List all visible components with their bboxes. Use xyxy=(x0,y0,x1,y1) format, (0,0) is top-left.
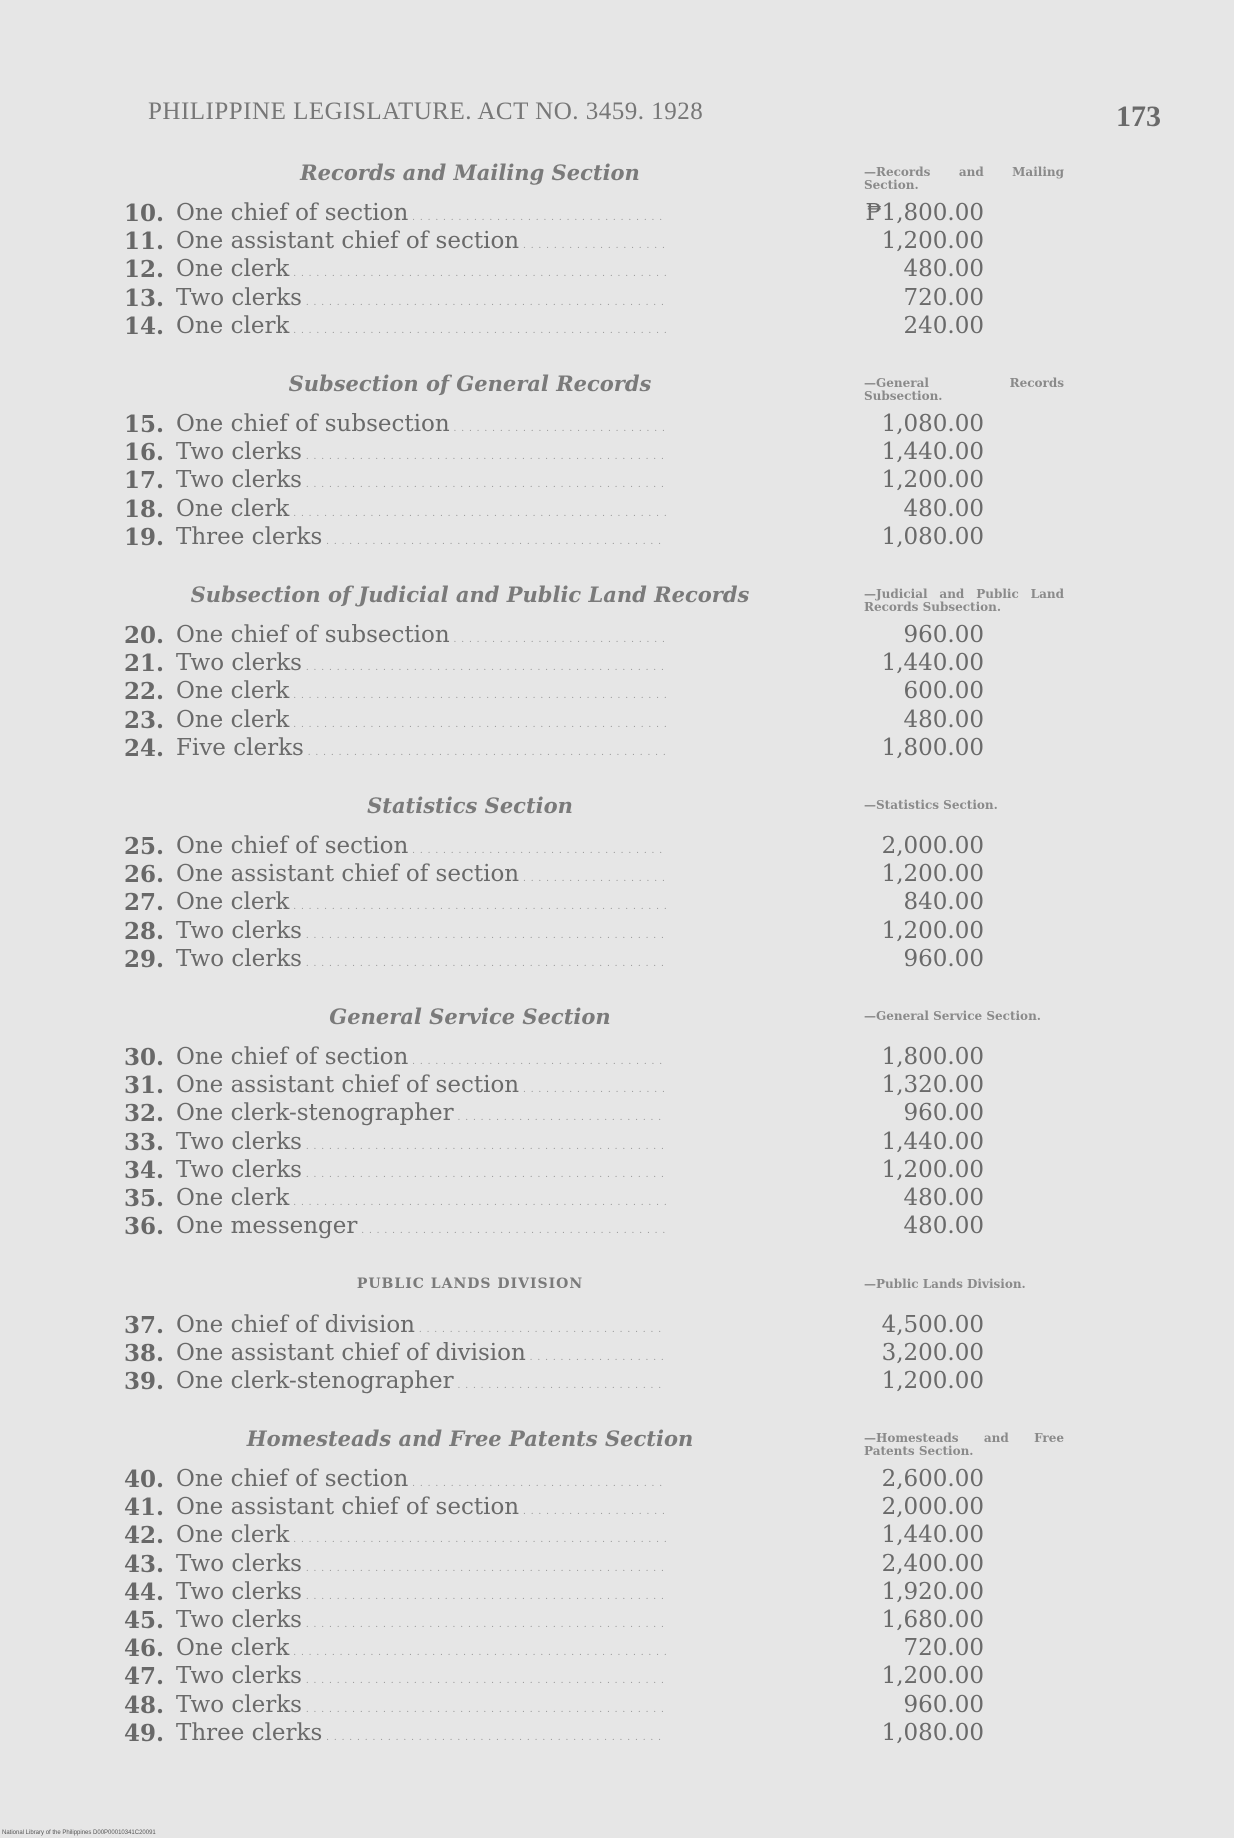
item-amount: 1,200.00 xyxy=(881,1156,984,1183)
item-number: 49. xyxy=(124,1719,165,1747)
item-amount: 600.00 xyxy=(903,678,984,705)
item-amount: 480.00 xyxy=(903,256,984,283)
margin-note: —Statistics Section. xyxy=(864,798,998,812)
item-description-leader xyxy=(176,467,666,493)
salary-rows xyxy=(124,1044,984,1241)
item-description-leader xyxy=(176,889,666,915)
section-title: Subsection of Judicial and Public Land Records xyxy=(190,582,750,607)
item-number: 32. xyxy=(124,1100,165,1128)
item-amount: 1,080.00 xyxy=(881,411,984,437)
item-amount: 1,440.00 xyxy=(881,1128,984,1155)
item-number: 40. xyxy=(124,1466,165,1493)
salary-rows xyxy=(124,1466,984,1748)
item-description: Three clerks . . . xyxy=(176,1720,666,1746)
item-description-leader xyxy=(176,1072,666,1098)
item-number: 26. xyxy=(124,861,165,889)
item-number: 46. xyxy=(124,1635,165,1663)
item-number: 48. xyxy=(124,1691,165,1719)
salary-row xyxy=(124,678,984,706)
section-title: Subsection of General Records xyxy=(288,371,652,396)
margin-note: —Homesteads and Free Patents Section. xyxy=(864,1431,1064,1458)
item-amount: 240.00 xyxy=(903,312,984,339)
item-number: 35. xyxy=(124,1184,165,1212)
item-description-leader xyxy=(176,1522,666,1548)
margin-note: —General Records Subsection. xyxy=(864,376,1064,403)
item-description: One clerk . . . xyxy=(176,1635,666,1661)
item-amount: 1,440.00 xyxy=(881,439,984,466)
section-title: General Service Section xyxy=(329,1004,611,1029)
item-amount: 1,800.00 xyxy=(881,734,984,761)
salary-row xyxy=(124,1663,984,1691)
item-number: 28. xyxy=(124,917,165,945)
item-amount: 2,400.00 xyxy=(881,1550,984,1577)
item-amount: 840.00 xyxy=(903,889,984,916)
item-number: 10. xyxy=(124,200,165,227)
item-description: One clerk . . . xyxy=(176,1185,666,1211)
salary-row xyxy=(124,1466,984,1494)
item-description: One clerk . . . xyxy=(176,1522,666,1548)
salary-row xyxy=(124,706,984,735)
item-description: Two clerks . . . xyxy=(176,439,666,465)
item-amount: 1,200.00 xyxy=(881,467,984,494)
salary-row xyxy=(124,1340,984,1368)
item-amount: 2,000.00 xyxy=(881,833,984,859)
item-description-leader xyxy=(176,256,666,282)
salary-rows xyxy=(124,200,984,341)
item-number: 31. xyxy=(124,1072,165,1100)
margin-note: —Public Lands Division. xyxy=(864,1277,1026,1291)
margin-note: —Records and Mailing Section. xyxy=(864,165,1064,192)
item-amount: ₱1,800.00 xyxy=(865,200,984,226)
item-number: 36. xyxy=(124,1213,165,1241)
item-number: 41. xyxy=(124,1494,165,1522)
item-description: One assistant chief of division . . . xyxy=(176,1340,666,1366)
item-number: 27. xyxy=(124,889,165,917)
item-description: One chief of section . . . xyxy=(176,200,666,226)
item-number: 34. xyxy=(124,1156,165,1184)
salary-row xyxy=(124,523,984,552)
section-title: Statistics Section xyxy=(367,793,573,818)
item-description: One assistant chief of section . . . xyxy=(176,228,666,254)
item-amount: 1,200.00 xyxy=(881,1368,984,1395)
salary-row xyxy=(124,1494,984,1522)
item-description: One chief of section . . . xyxy=(176,833,666,859)
item-description: One clerk . . . xyxy=(176,313,666,339)
item-description: One clerk . . . xyxy=(176,678,666,704)
item-description-leader xyxy=(176,833,666,859)
salary-rows xyxy=(124,833,984,974)
salary-row xyxy=(124,1550,984,1579)
item-description-leader xyxy=(176,1720,666,1746)
item-description: Two clerks . . . xyxy=(176,946,666,972)
salary-row xyxy=(124,228,984,256)
item-amount: 960.00 xyxy=(903,1100,984,1127)
item-description-leader xyxy=(176,622,666,648)
section-title: Homesteads and Free Patents Section xyxy=(246,1426,694,1451)
item-amount: 1,200.00 xyxy=(881,228,984,255)
item-number: 24. xyxy=(124,734,165,762)
item-description: One clerk . . . xyxy=(176,256,666,282)
margin-note: —Judicial and Public Land Records Subsection. xyxy=(864,587,1064,614)
item-number: 33. xyxy=(124,1128,165,1156)
item-description: Five clerks . . . xyxy=(176,735,666,761)
item-amount: 1,920.00 xyxy=(881,1578,984,1605)
item-description-leader xyxy=(176,1368,666,1394)
item-description: Two clerks . . . xyxy=(176,1663,666,1689)
salary-rows xyxy=(124,622,984,763)
item-description-leader xyxy=(176,1312,666,1338)
item-description-leader xyxy=(176,439,666,465)
item-description: Two clerks . . . xyxy=(176,1157,666,1183)
item-description-leader xyxy=(176,1494,666,1520)
item-number: 16. xyxy=(124,439,165,467)
salary-row xyxy=(124,1072,984,1100)
salary-row xyxy=(124,1368,984,1396)
salary-row xyxy=(124,1044,984,1072)
running-head: PHILIPPINE LEGISLATURE. ACT NO. 3459. 1928 xyxy=(148,98,704,125)
item-amount: 960.00 xyxy=(903,1691,984,1718)
item-description: One clerk-stenographer . . . xyxy=(176,1100,666,1126)
item-number: 12. xyxy=(124,256,165,284)
item-number: 37. xyxy=(124,1312,165,1339)
item-number: 25. xyxy=(124,833,165,860)
item-amount: 3,200.00 xyxy=(881,1340,984,1367)
item-amount: 1,800.00 xyxy=(881,1044,984,1070)
item-number: 43. xyxy=(124,1550,165,1578)
item-description-leader xyxy=(176,918,666,944)
item-amount: 480.00 xyxy=(903,1213,984,1240)
salary-row xyxy=(124,861,984,889)
item-amount: 1,200.00 xyxy=(881,917,984,944)
item-description: One chief of section . . . xyxy=(176,1466,666,1492)
item-description: One chief of subsection . . . xyxy=(176,411,666,437)
item-description-leader xyxy=(176,1100,666,1126)
item-description-leader xyxy=(176,735,666,761)
item-description-leader xyxy=(176,946,666,972)
salary-row xyxy=(124,467,984,495)
item-description: Two clerks . . . xyxy=(176,1692,666,1718)
item-description-leader xyxy=(176,1044,666,1070)
item-description: One assistant chief of section . . . xyxy=(176,861,666,887)
item-description-leader xyxy=(176,678,666,704)
item-amount: 2,600.00 xyxy=(881,1466,984,1492)
item-description: One assistant chief of section . . . xyxy=(176,1494,666,1520)
salary-row xyxy=(124,1606,984,1635)
salary-row xyxy=(124,1128,984,1157)
item-description: Two clerks . . . xyxy=(176,1129,666,1155)
item-description-leader xyxy=(176,1635,666,1661)
salary-row xyxy=(124,200,984,228)
salary-row xyxy=(124,917,984,946)
item-number: 39. xyxy=(124,1368,165,1396)
item-description: Two clerks . . . xyxy=(176,1607,666,1633)
item-number: 15. xyxy=(124,411,165,438)
salary-row xyxy=(124,1691,984,1720)
item-description-leader xyxy=(176,650,666,676)
item-number: 20. xyxy=(124,622,165,649)
item-description: Two clerks . . . xyxy=(176,1579,666,1605)
item-number: 14. xyxy=(124,312,165,340)
item-description: One chief of section . . . xyxy=(176,1044,666,1070)
item-number: 47. xyxy=(124,1663,165,1691)
item-number: 44. xyxy=(124,1578,165,1606)
item-amount: 4,500.00 xyxy=(881,1312,984,1338)
item-description-leader xyxy=(176,707,666,733)
salary-row xyxy=(124,1312,984,1340)
salary-row xyxy=(124,312,984,341)
item-description-leader xyxy=(176,496,666,522)
item-number: 19. xyxy=(124,523,165,551)
item-description: One messenger . . . xyxy=(176,1213,666,1239)
item-description-leader xyxy=(176,1692,666,1718)
item-number: 13. xyxy=(124,284,165,312)
item-amount: 1,440.00 xyxy=(881,650,984,677)
item-number: 21. xyxy=(124,650,165,678)
salary-row xyxy=(124,256,984,284)
item-amount: 720.00 xyxy=(903,1635,984,1662)
salary-row xyxy=(124,1578,984,1607)
item-description: One assistant chief of section . . . xyxy=(176,1072,666,1098)
salary-rows xyxy=(124,1312,984,1397)
item-amount: 720.00 xyxy=(903,284,984,311)
item-amount: 1,080.00 xyxy=(881,1719,984,1746)
item-number: 42. xyxy=(124,1522,165,1550)
item-description: One chief of division . . . xyxy=(176,1312,666,1338)
item-description: One clerk . . . xyxy=(176,707,666,733)
item-description-leader xyxy=(176,524,666,550)
item-number: 11. xyxy=(124,228,165,256)
item-description: Three clerks . . . xyxy=(176,524,666,550)
item-description-leader xyxy=(176,1663,666,1689)
item-amount: 480.00 xyxy=(903,1184,984,1211)
item-description-leader xyxy=(176,1551,666,1577)
item-description-leader xyxy=(176,228,666,254)
item-description-leader xyxy=(176,1466,666,1492)
item-number: 29. xyxy=(124,945,165,973)
item-amount: 1,200.00 xyxy=(881,861,984,888)
item-description: Two clerks . . . xyxy=(176,918,666,944)
salary-row xyxy=(124,495,984,524)
item-description-leader xyxy=(176,1340,666,1366)
item-description-leader xyxy=(176,411,666,437)
item-amount: 1,440.00 xyxy=(881,1522,984,1549)
item-description-leader xyxy=(176,1185,666,1211)
section-title: Records and Mailing Section xyxy=(300,160,640,185)
salary-row xyxy=(124,1213,984,1241)
item-number: 18. xyxy=(124,495,165,523)
item-amount: 1,200.00 xyxy=(881,1663,984,1690)
item-description: One clerk . . . xyxy=(176,889,666,915)
item-description: One clerk-stenographer . . . xyxy=(176,1368,666,1394)
salary-row xyxy=(124,1156,984,1185)
salary-row xyxy=(124,833,984,861)
salary-row xyxy=(124,1719,984,1748)
item-amount: 1,320.00 xyxy=(881,1072,984,1099)
item-number: 22. xyxy=(124,678,165,706)
item-number: 45. xyxy=(124,1606,165,1634)
salary-row xyxy=(124,1100,984,1128)
salary-rows xyxy=(124,411,984,552)
item-amount: 480.00 xyxy=(903,706,984,733)
salary-row xyxy=(124,889,984,917)
item-description-leader xyxy=(176,285,666,311)
salary-row xyxy=(124,1635,984,1663)
item-amount: 480.00 xyxy=(903,495,984,522)
item-amount: 1,680.00 xyxy=(881,1606,984,1633)
item-amount: 960.00 xyxy=(903,622,984,648)
item-number: 30. xyxy=(124,1044,165,1071)
item-description-leader xyxy=(176,1579,666,1605)
salary-row xyxy=(124,622,984,650)
item-description: Two clerks . . . xyxy=(176,650,666,676)
item-amount: 2,000.00 xyxy=(881,1494,984,1521)
item-description: Two clerks . . . xyxy=(176,1551,666,1577)
salary-row xyxy=(124,1184,984,1213)
section-title: PUBLIC LANDS DIVISION xyxy=(356,1276,584,1292)
margin-note: —General Service Section. xyxy=(864,1009,1041,1023)
item-description-leader xyxy=(176,1213,666,1239)
item-number: 23. xyxy=(124,706,165,734)
salary-row xyxy=(124,734,984,763)
salary-row xyxy=(124,439,984,467)
salary-row xyxy=(124,1522,984,1550)
item-description-leader xyxy=(176,1129,666,1155)
item-description: Two clerks . . . xyxy=(176,467,666,493)
item-description-leader xyxy=(176,200,666,226)
item-description: Two clerks . . . xyxy=(176,285,666,311)
item-amount: 960.00 xyxy=(903,945,984,972)
item-amount: 1,080.00 xyxy=(881,523,984,550)
item-description: One chief of subsection . . . xyxy=(176,622,666,648)
item-number: 17. xyxy=(124,467,165,495)
item-description-leader xyxy=(176,1607,666,1633)
item-description-leader xyxy=(176,313,666,339)
salary-row xyxy=(124,650,984,678)
item-description: One clerk . . . xyxy=(176,496,666,522)
page-number: 173 xyxy=(1116,100,1161,133)
item-description-leader xyxy=(176,1157,666,1183)
item-description-leader xyxy=(176,861,666,887)
salary-row xyxy=(124,284,984,313)
salary-row xyxy=(124,945,984,974)
footer-scan-id: National Library of the Philippines D00P00010341C20091 xyxy=(2,1830,156,1836)
item-number: 38. xyxy=(124,1340,165,1368)
salary-row xyxy=(124,411,984,439)
